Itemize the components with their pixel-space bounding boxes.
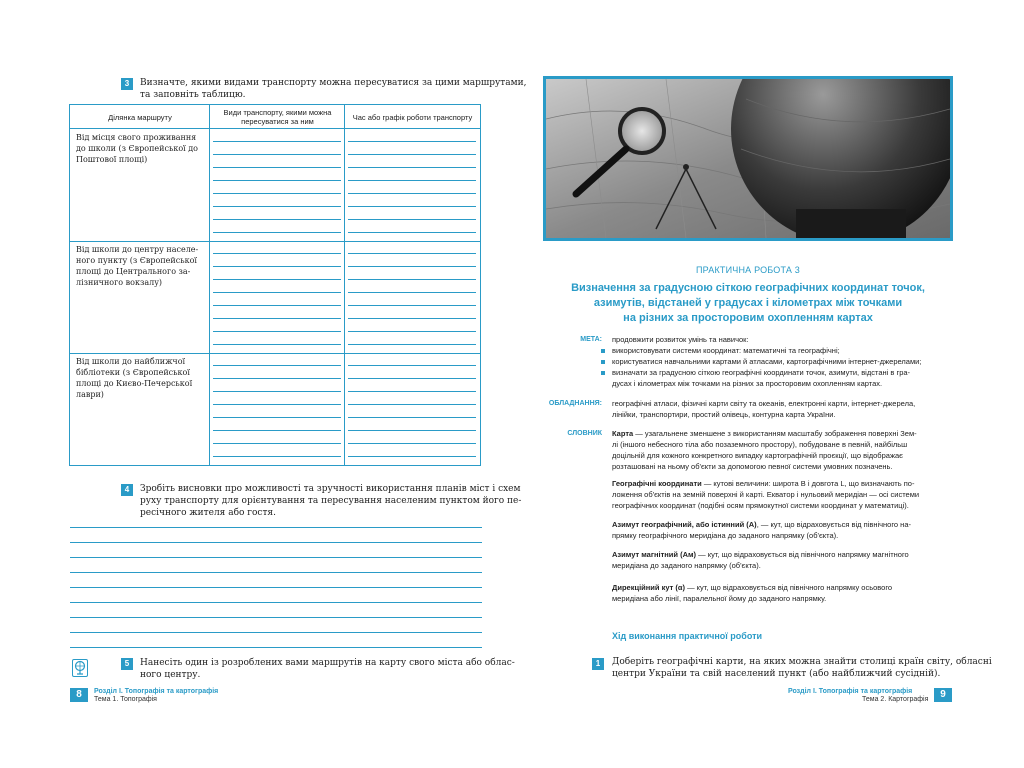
- table-divider: [344, 105, 345, 465]
- table-writing-line: [348, 206, 476, 207]
- table-writing-line: [213, 206, 341, 207]
- table-writing-line: [213, 219, 341, 220]
- table-writing-line: [213, 378, 341, 379]
- table-writing-line: [213, 404, 341, 405]
- goal-intro: продовжити розвиток умінь та навичок:: [612, 335, 749, 344]
- glossary-label: СЛОВНИК: [567, 430, 602, 437]
- glossary-line: [612, 582, 957, 593]
- table-writing-line: [213, 391, 341, 392]
- glossary-line: доцільній для кожного конкретного випадку картографічній проєкції, що відображає: [612, 451, 903, 460]
- glossary-line: розташовані на ньому об'єкти за допомогою певної системи умовних позначень.: [612, 462, 893, 471]
- glossary-line: [612, 428, 957, 439]
- table-writing-line: [348, 404, 476, 405]
- practical-work-label: ПРАКТИЧНА РОБОТА 3: [695, 265, 800, 275]
- table-row-1-label: [76, 132, 206, 165]
- goal-label: МЕТА:: [580, 336, 602, 343]
- route-table: [69, 104, 481, 466]
- title-line: на різних за просторовим охопленням картах: [623, 312, 873, 324]
- glossary-line: [612, 478, 957, 489]
- glossary-term: Карта: [612, 429, 634, 438]
- task-1-number: 1: [592, 658, 604, 670]
- row-label-line: ного пункту (з Європейської: [76, 256, 197, 265]
- answer-line: [70, 617, 482, 618]
- table-writing-line: [213, 365, 341, 366]
- table-writing-line: [348, 141, 476, 142]
- table-writing-line: [348, 180, 476, 181]
- goal-item: користуватися навчальними картами й атласами, картографічними інтернет-джерелами;: [612, 357, 922, 366]
- glossary-line: лі (іншого небесного тіла або позаземного простору), побудоване в певній, найбільш: [612, 440, 908, 449]
- table-writing-line: [348, 266, 476, 267]
- glossary-entry-magnetic-azimuth: [612, 549, 957, 571]
- task-4-line2: руху транспорту для орієнтування та пересування населеним пунктом його пе-: [140, 496, 522, 506]
- procedure-heading: Хід виконання практичної роботи: [612, 631, 763, 641]
- footer-topic-left: Тема 1. Топографія: [94, 696, 157, 703]
- glossary-line: прямку географічного меридіана до заданого напрямку (об'єкта).: [612, 531, 839, 540]
- table-writing-line: [348, 417, 476, 418]
- bullet-icon: [601, 371, 605, 375]
- glossary-def: — кутові величини: широта B і довгота L, що визначають по-: [701, 479, 915, 488]
- row-label-line: Поштової площі): [76, 155, 148, 164]
- globe-icon: [72, 659, 88, 677]
- table-writing-line: [348, 331, 476, 332]
- table-writing-line: [213, 318, 341, 319]
- bullet-icon: [601, 360, 605, 364]
- table-writing-line: [213, 417, 341, 418]
- glossary-term: Дирекційний кут (α): [612, 583, 685, 592]
- table-writing-line: [348, 443, 476, 444]
- table-writing-line: [213, 305, 341, 306]
- table-writing-line: [348, 344, 476, 345]
- table-writing-line: [213, 180, 341, 181]
- table-writing-line: [348, 378, 476, 379]
- task-5-number: 5: [121, 658, 133, 670]
- answer-line: [70, 542, 482, 543]
- map-globe-photo: [543, 76, 953, 241]
- table-writing-line: [348, 430, 476, 431]
- table-writing-line: [213, 253, 341, 254]
- table-row-divider: [70, 241, 480, 242]
- row-label-line: лізничного вокзалу): [76, 278, 163, 287]
- equipment-label: ОБЛАДНАННЯ:: [548, 400, 602, 407]
- row-label-line: Від школи до найближчої: [76, 357, 186, 366]
- table-writing-line: [213, 154, 341, 155]
- answer-line: [70, 572, 482, 573]
- table-writing-line: [348, 154, 476, 155]
- table-writing-line: [348, 292, 476, 293]
- table-row-3-label: [76, 356, 206, 400]
- table-header-route: Ділянка маршруту: [108, 112, 172, 122]
- glossary-term: Азимут магнітний (Aм): [612, 550, 697, 559]
- glossary-def: — кут, що відраховується від північного напрямку магнітного: [696, 550, 909, 559]
- table-writing-line: [213, 456, 341, 457]
- task-5-line1: Нанесіть один із розроблених вами маршрутів на карту свого міста або облас-: [140, 658, 515, 668]
- row-label-line: Від місця свого проживання: [76, 133, 197, 142]
- glossary-line: ложення об'єктів на земній поверхні й карті. Екватор і нульовий меридіан — осі системи: [612, 490, 920, 499]
- table-writing-line: [213, 331, 341, 332]
- bullet-icon: [601, 349, 605, 353]
- footer-section-right: Розділ І. Топографія та картографія: [788, 688, 913, 695]
- table-writing-line: [348, 193, 476, 194]
- task-1-line1: Доберіть географічні карти, на яких можна знайти столиці країн світу, обласні: [612, 657, 992, 667]
- practical-work-title: [555, 281, 941, 326]
- row-label-line: лаври): [76, 390, 104, 399]
- table-writing-line: [348, 305, 476, 306]
- task-3-number: 3: [121, 78, 133, 90]
- answer-line: [70, 557, 482, 558]
- table-header: [70, 105, 480, 129]
- table-row-divider: [70, 353, 480, 354]
- table-writing-line: [348, 318, 476, 319]
- footer-section-left: Розділ І. Топографія та картографія: [94, 688, 219, 695]
- task-1-line2: центри України та свій населений пункт (або найближчий сусідній).: [612, 669, 941, 679]
- glossary-line: географічних координат (подібні осям прямокутної системи координат у математиці).: [612, 501, 909, 510]
- row-label-line: площі до Києво-Печерської: [76, 379, 193, 388]
- footer-topic-right: Тема 2. Картографія: [862, 696, 929, 703]
- answer-line: [70, 527, 482, 528]
- glossary-def: — узагальнене зменшене з використанням масштабу зображення поверхні Зем-: [633, 429, 917, 438]
- task-5-line2: ного центру.: [140, 670, 201, 680]
- table-writing-line: [213, 430, 341, 431]
- goal-item: визначати за градусною сіткою географічні координати точок, азимути, відстані в гра-: [612, 368, 911, 377]
- page-number-left: 8: [70, 688, 88, 702]
- table-writing-line: [213, 292, 341, 293]
- table-writing-line: [213, 443, 341, 444]
- table-writing-line: [348, 365, 476, 366]
- table-writing-line: [348, 253, 476, 254]
- glossary-entry-map: [612, 428, 957, 472]
- glossary-line: [612, 549, 957, 560]
- table-row-2-label: [76, 244, 206, 288]
- answer-line: [70, 647, 482, 648]
- task-4-line1: Зробіть висновки про можливості та зручності використання планів міст і схем: [140, 484, 521, 494]
- table-writing-line: [348, 391, 476, 392]
- glossary-line: меридіана до заданого напрямку (об'єкта).: [612, 561, 761, 570]
- glossary-entry-coordinates: [612, 478, 957, 511]
- glossary-term: Географічні координати: [612, 479, 702, 488]
- equipment-line1: географічні атласи, фізичні карти світу та океанів, електронні карти, інтернет-джерела,: [612, 399, 916, 408]
- table-header-transport: Види транспорту, якими можна пересуватися за ним: [223, 108, 332, 126]
- table-writing-line: [348, 232, 476, 233]
- glossary-def: , — кут, що відраховується від північного на-: [756, 520, 911, 529]
- title-line: Визначення за градусною сіткою географічних координат точок,: [571, 282, 925, 294]
- goal-item: використовувати системи координат: математичні та географічні;: [612, 346, 840, 355]
- row-label-line: площі до Центрального за-: [76, 267, 191, 276]
- table-writing-line: [213, 141, 341, 142]
- glossary-entry-directional-angle: [612, 582, 957, 604]
- row-label-line: Від школи до центру населе-: [76, 245, 199, 254]
- table-writing-line: [348, 219, 476, 220]
- glossary-def: — кут, що відраховується від північного напрямку осьового: [684, 583, 893, 592]
- glossary-term: Азимут географічний, або істинний (А): [612, 520, 757, 529]
- table-writing-line: [348, 456, 476, 457]
- row-label-line: до школи (з Європейської до: [76, 144, 198, 153]
- glossary-line: [612, 519, 957, 530]
- table-writing-line: [213, 167, 341, 168]
- task-3-text-line2: та заповніть таблицю.: [140, 90, 246, 100]
- task-4-line3: ресічного жителя або гостя.: [140, 508, 276, 518]
- glossary-entry-azimuth: [612, 519, 957, 541]
- table-writing-line: [213, 279, 341, 280]
- page-number-right: 9: [934, 688, 952, 702]
- answer-line: [70, 602, 482, 603]
- row-label-line: бібліотеки (з Європейської: [76, 368, 190, 377]
- table-header-schedule: Час або графік роботи транспорту: [352, 112, 473, 122]
- equipment-line2: лінійки, транспортири, простий олівець, контурна карта України.: [612, 410, 836, 419]
- answer-line: [70, 632, 482, 633]
- table-writing-line: [213, 193, 341, 194]
- table-writing-line: [348, 167, 476, 168]
- table-writing-line: [348, 279, 476, 280]
- task-4-number: 4: [121, 484, 133, 496]
- task-3-text-line1: Визначте, якими видами транспорту можна пересуватися за цими маршрутами,: [140, 78, 527, 88]
- glossary-line: меридіана або лінії, паралельної йому до заданого напрямку.: [612, 594, 827, 603]
- table-writing-line: [213, 266, 341, 267]
- goal-continuation: дусах і кілометрах між точками на різних за просторовим охопленням картах.: [612, 379, 883, 388]
- title-line: азимутів, відстаней у градусах і кілометрах між точками: [593, 297, 903, 309]
- table-divider: [209, 105, 210, 465]
- answer-line: [70, 587, 482, 588]
- table-writing-line: [213, 344, 341, 345]
- table-writing-line: [213, 232, 341, 233]
